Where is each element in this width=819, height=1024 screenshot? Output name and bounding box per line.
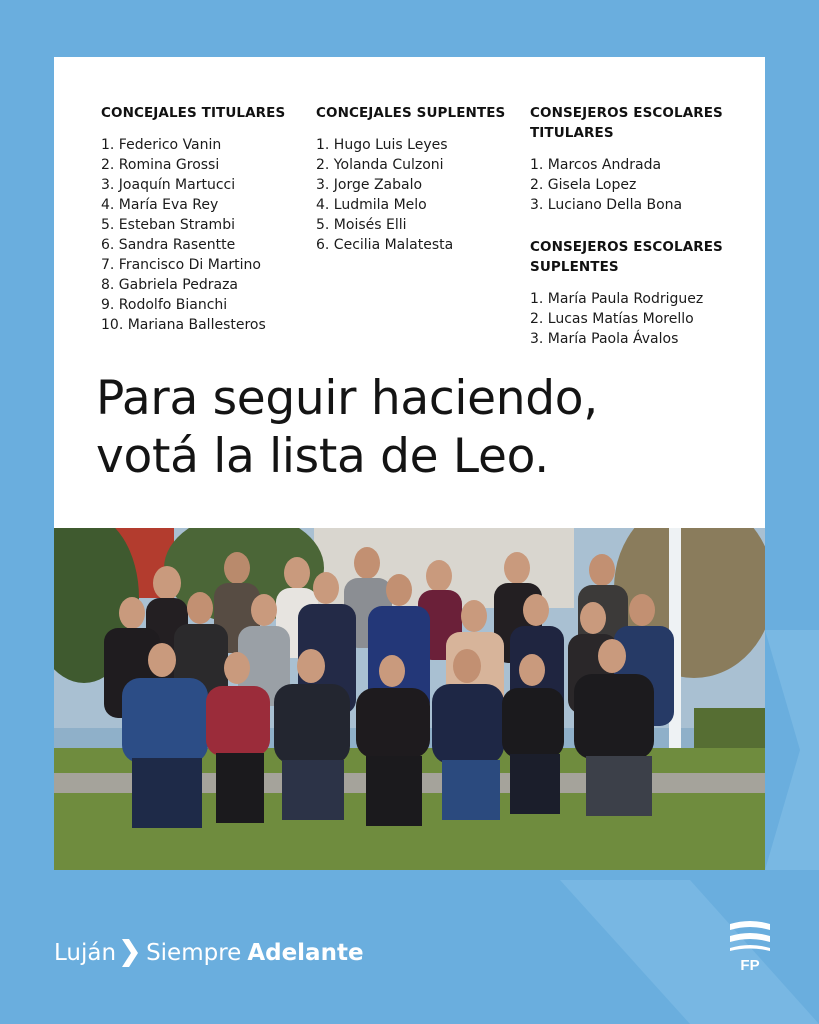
list-item: 1. Hugo Luis Leyes	[316, 137, 448, 153]
footer-slogan	[54, 936, 364, 970]
list-item: 2. Lucas Matías Morello	[530, 311, 694, 327]
fp-logo	[728, 918, 772, 974]
list-item: 3. María Paola Ávalos	[530, 331, 679, 347]
list-item: 3. Joaquín Martucci	[101, 177, 236, 193]
headline	[96, 370, 598, 486]
consejeros-suplentes-column	[530, 237, 723, 349]
list-item: 6. Cecilia Malatesta	[316, 237, 454, 253]
list-item: 4. Ludmila Melo	[316, 197, 427, 213]
column-heading: CONCEJALES TITULARES	[101, 105, 286, 121]
headline-line-1: Para seguir haciendo,	[96, 371, 598, 426]
list-item: 3. Jorge Zabalo	[316, 177, 423, 193]
headline-line-2: votá la lista de Leo.	[96, 429, 549, 484]
list-item: 2. Gisela Lopez	[530, 177, 637, 193]
list-item: 8. Gabriela Pedraza	[101, 277, 239, 293]
svg-text:FP: FP	[740, 957, 760, 974]
list-item: 2. Romina Grossi	[101, 157, 220, 173]
list-item: 1. Marcos Andrada	[530, 157, 662, 173]
list-item: 2. Yolanda Culzoni	[316, 157, 444, 173]
footer-tagline-regular: Siempre	[146, 940, 242, 966]
group-photo-illustration	[54, 528, 765, 870]
footer-brand: Luján	[54, 940, 117, 966]
footer-tagline-bold: Adelante	[247, 940, 364, 966]
chevron-right-icon	[122, 939, 138, 967]
list-item: 9. Rodolfo Bianchi	[101, 297, 228, 313]
list-item: 3. Luciano Della Bona	[530, 197, 683, 213]
group-photo	[54, 528, 765, 870]
candidates-card	[54, 57, 765, 528]
list-item: 1. Federico Vanin	[101, 137, 222, 153]
column-heading: CONSEJEROS ESCOLARES TITULARES	[530, 105, 723, 141]
list-item: 7. Francisco Di Martino	[101, 257, 261, 273]
list-item: 5. Esteban Strambi	[101, 217, 235, 233]
list-item: 6. Sandra Rasentte	[101, 237, 236, 253]
fp-flag-icon	[728, 918, 772, 974]
list-item: 5. Moisés Elli	[316, 217, 407, 233]
column-heading: CONSEJEROS ESCOLARES SUPLENTES	[530, 239, 723, 275]
concejales-titulares-column	[101, 103, 285, 335]
list-item: 10. Mariana Ballesteros	[101, 317, 266, 333]
concejales-suplentes-column	[316, 103, 505, 255]
list-item: 1. María Paula Rodriguez	[530, 291, 704, 307]
consejeros-titulares-column	[530, 103, 723, 215]
list-item: 4. María Eva Rey	[101, 197, 219, 213]
column-heading: CONCEJALES SUPLENTES	[316, 105, 506, 121]
